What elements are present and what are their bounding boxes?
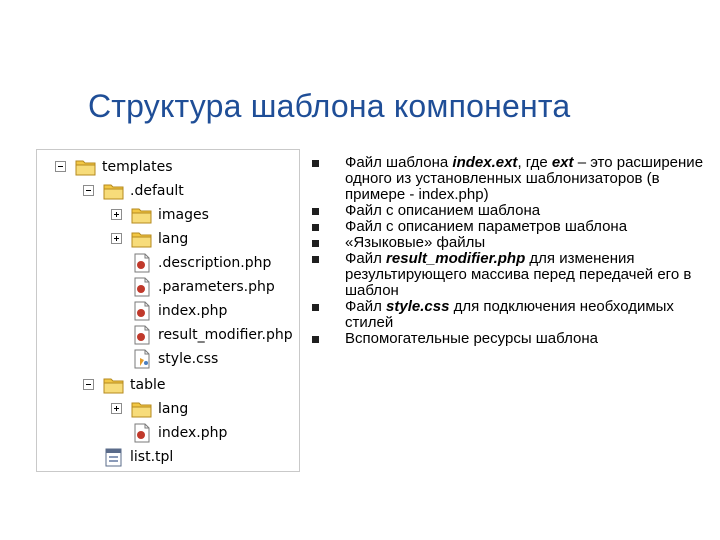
tree-item[interactable] (103, 446, 173, 468)
filename-emphasis: ext (551, 154, 574, 171)
description-text (345, 202, 540, 219)
folder-icon (103, 375, 125, 395)
tree-item-label: lang (158, 231, 189, 247)
filename-emphasis: index.ext (452, 154, 518, 171)
tree-item[interactable] (103, 374, 165, 396)
file-tree-panel (36, 149, 300, 472)
tree-item[interactable] (131, 422, 227, 444)
bullet-square-icon (312, 256, 319, 263)
bullet-square-icon (312, 160, 319, 167)
tree-item-label: templates (102, 159, 173, 175)
description-text (345, 218, 627, 235)
description-text (345, 154, 703, 203)
php-file-icon (131, 325, 153, 345)
description-fragment: Файл шаблона (345, 154, 453, 171)
folder-icon (131, 229, 153, 249)
description-item (312, 331, 712, 347)
description-item (312, 299, 712, 331)
description-fragment: «Языковые» файлы (345, 234, 486, 251)
tree-item-label: index.php (158, 425, 228, 441)
tree-item-label: lang (158, 401, 189, 417)
description-fragment: Файл (345, 250, 387, 267)
tree-item-label: .description.php (158, 255, 272, 271)
tree-item-label: .parameters.php (158, 279, 275, 295)
php-file-icon (131, 277, 153, 297)
description-fragment: Файл с описанием шаблона (345, 202, 541, 219)
tree-item[interactable] (131, 300, 227, 322)
description-item (312, 235, 712, 251)
folder-icon (131, 399, 153, 419)
tree-item-label: images (158, 207, 209, 223)
description-fragment: – это расширение одного из установленных шаблонизаторов (в примере - index.php) (345, 154, 704, 203)
expand-toggle[interactable] (111, 209, 122, 220)
filename-emphasis: result_modifier.php (386, 250, 526, 267)
tree-item-label: .default (130, 183, 184, 199)
collapse-toggle[interactable] (55, 161, 66, 172)
tree-item[interactable] (131, 276, 275, 298)
tree-item[interactable] (131, 324, 293, 346)
description-fragment: Вспомогательные ресурсы шаблона (345, 330, 598, 347)
folder-icon (103, 181, 125, 201)
description-item (312, 219, 712, 235)
tree-item[interactable] (75, 156, 173, 178)
description-item (312, 155, 712, 203)
description-fragment: Файл (345, 298, 387, 315)
collapse-toggle[interactable] (83, 185, 94, 196)
tree-item[interactable] (131, 398, 188, 420)
bullet-square-icon (312, 240, 319, 247)
description-text (345, 330, 598, 347)
tree-item-label: table (130, 377, 166, 393)
tpl-file-icon (103, 447, 125, 467)
description-text (345, 250, 691, 299)
description-fragment: для изменения результирующего массива перед передачей его в шаблон (345, 250, 692, 299)
tree-item[interactable] (131, 204, 209, 226)
bullet-square-icon (312, 224, 319, 231)
tree-item[interactable] (131, 348, 218, 370)
tree-item-label: result_modifier.php (158, 327, 293, 343)
bullet-square-icon (312, 336, 319, 343)
collapse-toggle[interactable] (83, 379, 94, 390)
description-fragment: для подключения необходимых стилей (345, 298, 674, 331)
bullet-square-icon (312, 208, 319, 215)
slide-title: Структура шаблона компонента (88, 88, 571, 124)
description-text (345, 234, 485, 251)
php-file-icon (131, 253, 153, 273)
filename-emphasis: style.css (386, 298, 450, 315)
description-fragment: Файл с описанием параметров шаблона (345, 218, 628, 235)
tree-item[interactable] (103, 180, 184, 202)
tree-item-label: list.tpl (130, 449, 174, 465)
tree-item-label: index.php (158, 303, 228, 319)
tree-item[interactable] (131, 228, 188, 250)
css-file-icon (131, 349, 153, 369)
description-item (312, 251, 712, 299)
description-fragment: , где (517, 154, 552, 171)
folder-icon (75, 157, 97, 177)
description-item (312, 203, 712, 219)
php-file-icon (131, 423, 153, 443)
expand-toggle[interactable] (111, 233, 122, 244)
description-text (345, 298, 674, 331)
tree-item-label: style.css (158, 351, 219, 367)
bullet-square-icon (312, 304, 319, 311)
tree-item[interactable] (131, 252, 271, 274)
description-list (312, 155, 712, 347)
expand-toggle[interactable] (111, 403, 122, 414)
php-file-icon (131, 301, 153, 321)
folder-icon (131, 205, 153, 225)
